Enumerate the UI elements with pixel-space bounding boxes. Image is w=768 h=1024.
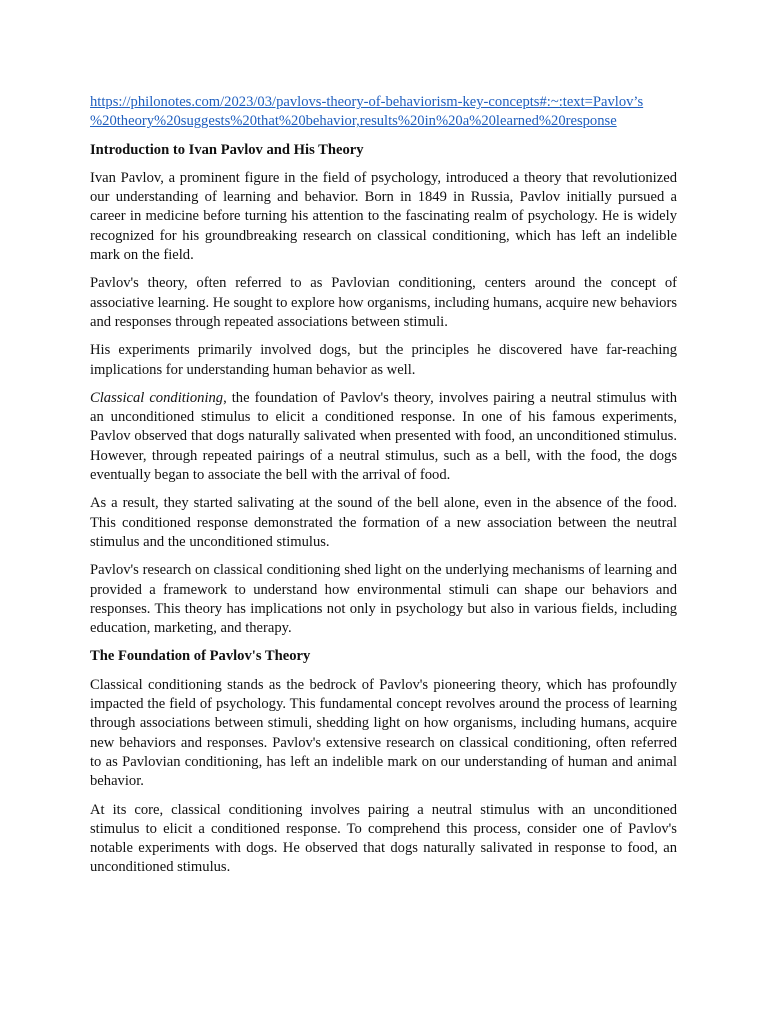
- paragraph: His experiments primarily involved dogs, but the principles he discovered have far-reaching implications for understanding human behavior as well.: [90, 342, 677, 378]
- section-heading-introduction: Introduction to Ivan Pavlov and His Theory: [90, 141, 364, 158]
- paragraph-classical-conditioning: [90, 389, 677, 485]
- paragraph: Classical conditioning stands as the bedrock of Pavlov's pioneering theory, which has profoundly impacted the field of psychology. This fundamental concept revolves around the process of learning through associations between stimuli, shedding light on how organisms, including humans, acquire new behaviors and responses. Pavlov's extensive research on classical conditioning, often referred to as Pavlovian conditioning, has left an indelible mark on our understanding of human and animal behavior.: [90, 676, 677, 790]
- paragraph: As a result, they started salivating at the sound of the bell alone, even in the absence of the food. This conditioned response demonstrated the formation of a new association between the neutral stimulus and the unconditioned stimulus.: [90, 495, 677, 550]
- document-page: [90, 93, 677, 887]
- section-heading-foundation: The Foundation of Pavlov's Theory: [90, 648, 311, 665]
- source-link-line-2[interactable]: %20theory%20suggests%20that%20behavior,results%20in%20a%20learned%20response: [90, 113, 617, 130]
- paragraph-text: , the foundation of Pavlov's theory, involves pairing a neutral stimulus with an unconditioned stimulus to elicit a conditioned response. In one of his famous experiments, Pavlov observed that dogs naturally salivated when presented with food, an unconditioned stimulus. However, through repeated pairings of a neutral stimulus, such as a bell, with the food, the dogs eventually began to associate the bell with the arrival of food.: [90, 389, 678, 484]
- paragraph: Pavlov's theory, often referred to as Pavlovian conditioning, centers around the concept of associative learning. He sought to explore how organisms, including humans, acquire new behaviors and responses through repeated associations between stimuli.: [90, 275, 677, 330]
- italic-term: Classical conditioning: [90, 389, 224, 406]
- paragraph: Pavlov's research on classical conditioning shed light on the underlying mechanisms of learning and provided a framework to understand how environmental stimuli can shape our behaviors and responses. This theory has implications not only in psychology but also in various fields, including education, marketing, and therapy.: [90, 562, 677, 637]
- source-link[interactable]: [90, 93, 677, 132]
- source-link-line-1[interactable]: https://philonotes.com/2023/03/pavlovs-theory-of-behaviorism-key-concepts#:~:text=Pavlov’s: [90, 94, 644, 110]
- paragraph: Ivan Pavlov, a prominent figure in the field of psychology, introduced a theory that revolutionized our understanding of learning and behavior. Born in 1849 in Russia, Pavlov initially pursued a career in medicine before turning his attention to the fascinating realm of psychology. He is widely recognized for his groundbreaking research on classical conditioning, which has left an indelible mark on the field.: [90, 169, 677, 264]
- paragraph: At its core, classical conditioning involves pairing a neutral stimulus with an unconditioned stimulus to elicit a conditioned response. To comprehend this process, consider one of Pavlov's notable experiments with dogs. He observed that dogs naturally salivated in response to food, an unconditioned stimulus.: [90, 801, 677, 876]
